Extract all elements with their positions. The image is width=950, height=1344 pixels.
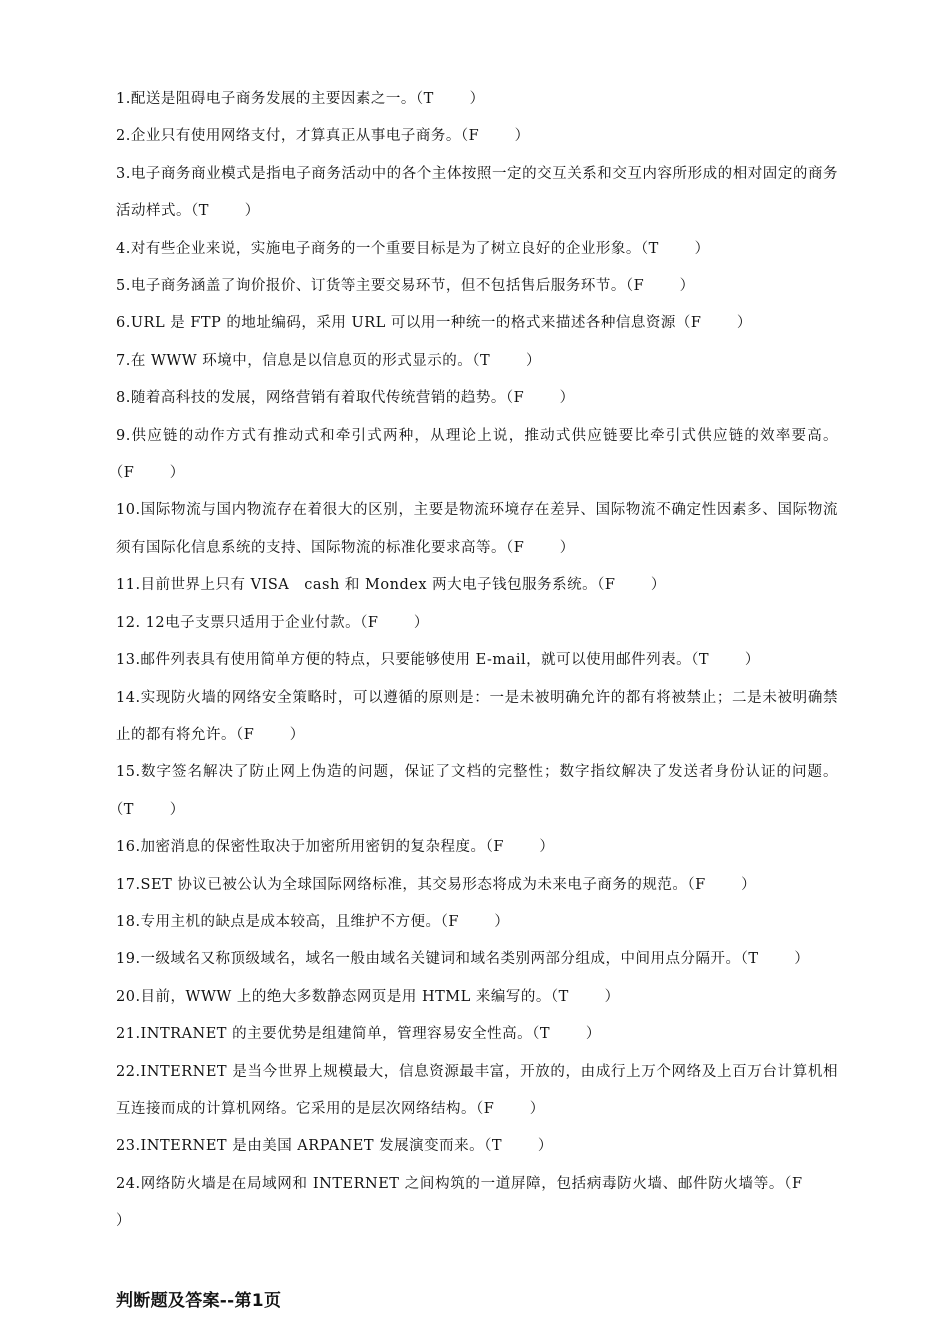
question-text: 12. 12电子支票只适用于企业付款。 bbox=[116, 614, 361, 631]
question-item bbox=[116, 979, 838, 1016]
answer-value: F bbox=[123, 465, 135, 482]
answer-paren-close: ） bbox=[244, 203, 260, 220]
question-text: 6.URL 是 FTP 的地址编码，采用 URL 可以用一种统一的格式来描述各种信息资源 bbox=[116, 315, 676, 332]
question-item bbox=[116, 754, 838, 829]
answer-value: F bbox=[367, 614, 379, 631]
answer-paren-close: ） bbox=[559, 539, 575, 556]
answer-paren-open: （ bbox=[415, 91, 424, 107]
question-text: 3.电子商务商业模式是指电子商务活动中的各个主体按照一定的交互关系和交互内容所形成的相对固定的商务活动样式。 bbox=[116, 165, 838, 220]
answer-value: T bbox=[648, 240, 659, 257]
answer-paren-close: ） bbox=[169, 465, 185, 482]
question-item bbox=[116, 231, 838, 268]
answer-paren-close: ） bbox=[413, 614, 429, 631]
question-item bbox=[116, 941, 838, 978]
answer-value: F bbox=[792, 1175, 803, 1192]
question-item bbox=[116, 343, 838, 380]
question-item bbox=[116, 380, 838, 417]
question-text: 2.企业只有使用网络支付，才算真正从事电子商务。 bbox=[116, 128, 461, 145]
answer-value: F bbox=[243, 726, 255, 743]
answer-paren-close: ） bbox=[736, 315, 752, 332]
question-text: 23.INTERNET 是由美国 ARPANET 发展演变而来。 bbox=[116, 1138, 485, 1155]
question-item bbox=[116, 829, 838, 866]
answer-paren-close: ） bbox=[539, 839, 555, 856]
question-item bbox=[116, 642, 838, 679]
question-text: 11.目前世界上只有 VISA cash 和 Mondex 两大电子钱包服务系统。 bbox=[116, 577, 598, 594]
answer-value: T bbox=[539, 1026, 551, 1043]
answer-paren-open: （ bbox=[485, 839, 494, 856]
answer-paren-close: ） bbox=[537, 1138, 553, 1155]
answer-value: F bbox=[468, 128, 480, 145]
question-text: 7.在 WWW 环境中，信息是以信息页的形式显示的。 bbox=[116, 352, 473, 369]
question-text: 9.供应链的动作方式有推动式和牵引式两种，从理论上说，推动式供应链要比牵引式供应链的效率要高。 bbox=[116, 427, 838, 444]
question-item bbox=[116, 268, 838, 305]
question-text: 15.数字签名解决了防止网上伪造的问题，保证了文档的完整性；数字指纹解决了发送者身份认证的问题。 bbox=[116, 764, 838, 781]
question-item bbox=[116, 81, 838, 118]
answer-paren-open: （ bbox=[784, 1175, 793, 1192]
answer-paren-open: （ bbox=[505, 390, 514, 407]
answer-paren-close: ） bbox=[585, 1026, 601, 1043]
answer-paren-close: ） bbox=[116, 1213, 131, 1230]
answer-paren-close: ） bbox=[604, 988, 620, 1005]
answer-paren-close: ） bbox=[529, 1100, 545, 1117]
answer-paren-close: ） bbox=[289, 726, 305, 743]
question-text: 5.电子商务涵盖了询价报价、订货等主要交易环节，但不包括售后服务环节。 bbox=[116, 278, 626, 295]
answer-paren-open: （ bbox=[532, 1026, 540, 1043]
question-item bbox=[116, 1016, 838, 1053]
question-text: 19.一级域名又称顶级域名，域名一般由域名关键词和域名类别两部分组成，中间用点分隔开。 bbox=[116, 951, 741, 968]
answer-paren-close: ） bbox=[694, 240, 710, 257]
answer-paren-close: ） bbox=[169, 801, 185, 818]
answer-paren-close: ） bbox=[469, 91, 485, 107]
answer-paren-close: ） bbox=[741, 876, 757, 893]
answer-paren-open: （ bbox=[440, 913, 449, 930]
answer-value: F bbox=[513, 539, 525, 556]
answer-value: F bbox=[633, 278, 645, 295]
answer-value: T bbox=[423, 91, 434, 107]
answer-paren-open: （ bbox=[116, 465, 124, 482]
answer-value: F bbox=[448, 913, 459, 930]
question-text: 4.对有些企业来说，实施电子商务的一个重要目标是为了树立良好的企业形象。 bbox=[116, 240, 641, 257]
answer-value: F bbox=[604, 577, 616, 594]
answer-value: F bbox=[483, 1100, 495, 1117]
question-item bbox=[116, 1128, 838, 1165]
answer-value: F bbox=[513, 390, 525, 407]
question-text: 14.实现防火墙的网络安全策略时，可以遵循的原则是：一是未被明确允许的都有将被禁止；二是未被明确禁止的都有将允许。 bbox=[116, 689, 838, 743]
answer-value: F bbox=[695, 876, 706, 893]
answer-paren-close: ） bbox=[679, 278, 695, 295]
answer-paren-close: ） bbox=[526, 352, 542, 369]
question-text: 8.随着高科技的发展，网络营销有着取代传统营销的趋势。 bbox=[116, 390, 506, 407]
answer-paren-open: （ bbox=[687, 876, 696, 893]
answer-value: F bbox=[493, 839, 504, 856]
answer-value: T bbox=[748, 951, 759, 968]
answer-value: T bbox=[123, 801, 134, 818]
question-text: 13.邮件列表具有使用简单方便的特点，只要能够使用 E-mail，就可以使用邮件列表。 bbox=[116, 652, 692, 669]
question-item bbox=[116, 1166, 838, 1241]
answer-paren-open: （ bbox=[236, 726, 244, 743]
question-list bbox=[116, 81, 838, 1241]
question-item bbox=[116, 904, 838, 941]
answer-paren-close: ） bbox=[514, 128, 530, 145]
answer-paren-open: （ bbox=[597, 577, 605, 594]
question-item bbox=[116, 156, 838, 231]
answer-paren-open: （ bbox=[116, 801, 124, 818]
question-item bbox=[116, 680, 838, 755]
question-text: 16.加密消息的保密性取决于加密所用密钥的复杂程度。 bbox=[116, 839, 486, 856]
answer-paren-open: （ bbox=[472, 352, 481, 369]
question-text: 21.INTRANET 的主要优势是组建简单，管理容易安全性高。 bbox=[116, 1026, 533, 1043]
answer-paren-close: ） bbox=[650, 577, 666, 594]
question-item bbox=[116, 1054, 838, 1129]
answer-paren-open: （ bbox=[484, 1138, 492, 1155]
question-text: 1.配送是阻碍电子商务发展的主要因素之一。 bbox=[116, 91, 416, 107]
question-text: 20.目前，WWW 上的绝大多数静态网页是用 HTML 来编写的。 bbox=[116, 988, 551, 1005]
answer-paren-close: ） bbox=[494, 913, 510, 930]
question-item bbox=[116, 492, 838, 567]
answer-paren-close: ） bbox=[744, 652, 760, 669]
answer-value: T bbox=[491, 1138, 503, 1155]
answer-value: T bbox=[698, 652, 710, 669]
question-item bbox=[116, 118, 838, 155]
answer-paren-open: （ bbox=[675, 315, 691, 332]
answer-value: F bbox=[690, 315, 702, 332]
answer-paren-open: （ bbox=[191, 203, 199, 220]
question-item bbox=[116, 305, 838, 342]
question-text: 10.国际物流与国内物流存在着很大的区别，主要是物流环境存在差异、国际物流不确定性因素多、国际物流须有国际化信息系统的支持、国际物流的标准化要求高等。 bbox=[116, 502, 838, 556]
question-item bbox=[116, 867, 838, 904]
question-text: 24.网络防火墙是在局域网和 INTERNET 之间构筑的一道屏障，包括病毒防火墙、邮件防火墙等。 bbox=[116, 1175, 785, 1192]
answer-paren-open: （ bbox=[740, 951, 749, 968]
page-footer: 判断题及答案--第1页 bbox=[116, 1291, 282, 1311]
answer-paren-open: （ bbox=[360, 614, 368, 631]
question-text: 18.专用主机的缺点是成本较高，且维护不方便。 bbox=[116, 913, 441, 930]
answer-value: T bbox=[198, 203, 209, 220]
answer-paren-open: （ bbox=[550, 988, 559, 1005]
question-item bbox=[116, 605, 838, 642]
answer-paren-close: ） bbox=[559, 390, 575, 407]
answer-paren-open: （ bbox=[625, 278, 634, 295]
question-text: 17.SET 协议已被公认为全球国际网络标准，其交易形态将成为未来电子商务的规范。 bbox=[116, 876, 688, 893]
question-text: 22.INTERNET 是当今世界上规模最大，信息资源最丰富，开放的，由成行上万个网络及上百万台计算机相互连接而成的计算机网络。它采用的是层次网络结构。 bbox=[116, 1063, 838, 1117]
answer-paren-open: （ bbox=[460, 128, 469, 145]
question-item bbox=[116, 567, 838, 604]
answer-paren-close: ） bbox=[794, 951, 810, 968]
answer-value: T bbox=[480, 352, 491, 369]
answer-paren-open: （ bbox=[691, 652, 699, 669]
answer-paren-open: （ bbox=[476, 1100, 484, 1117]
answer-paren-open: （ bbox=[506, 539, 514, 556]
question-item bbox=[116, 418, 838, 493]
answer-value: T bbox=[558, 988, 569, 1005]
answer-paren-open: （ bbox=[640, 240, 649, 257]
